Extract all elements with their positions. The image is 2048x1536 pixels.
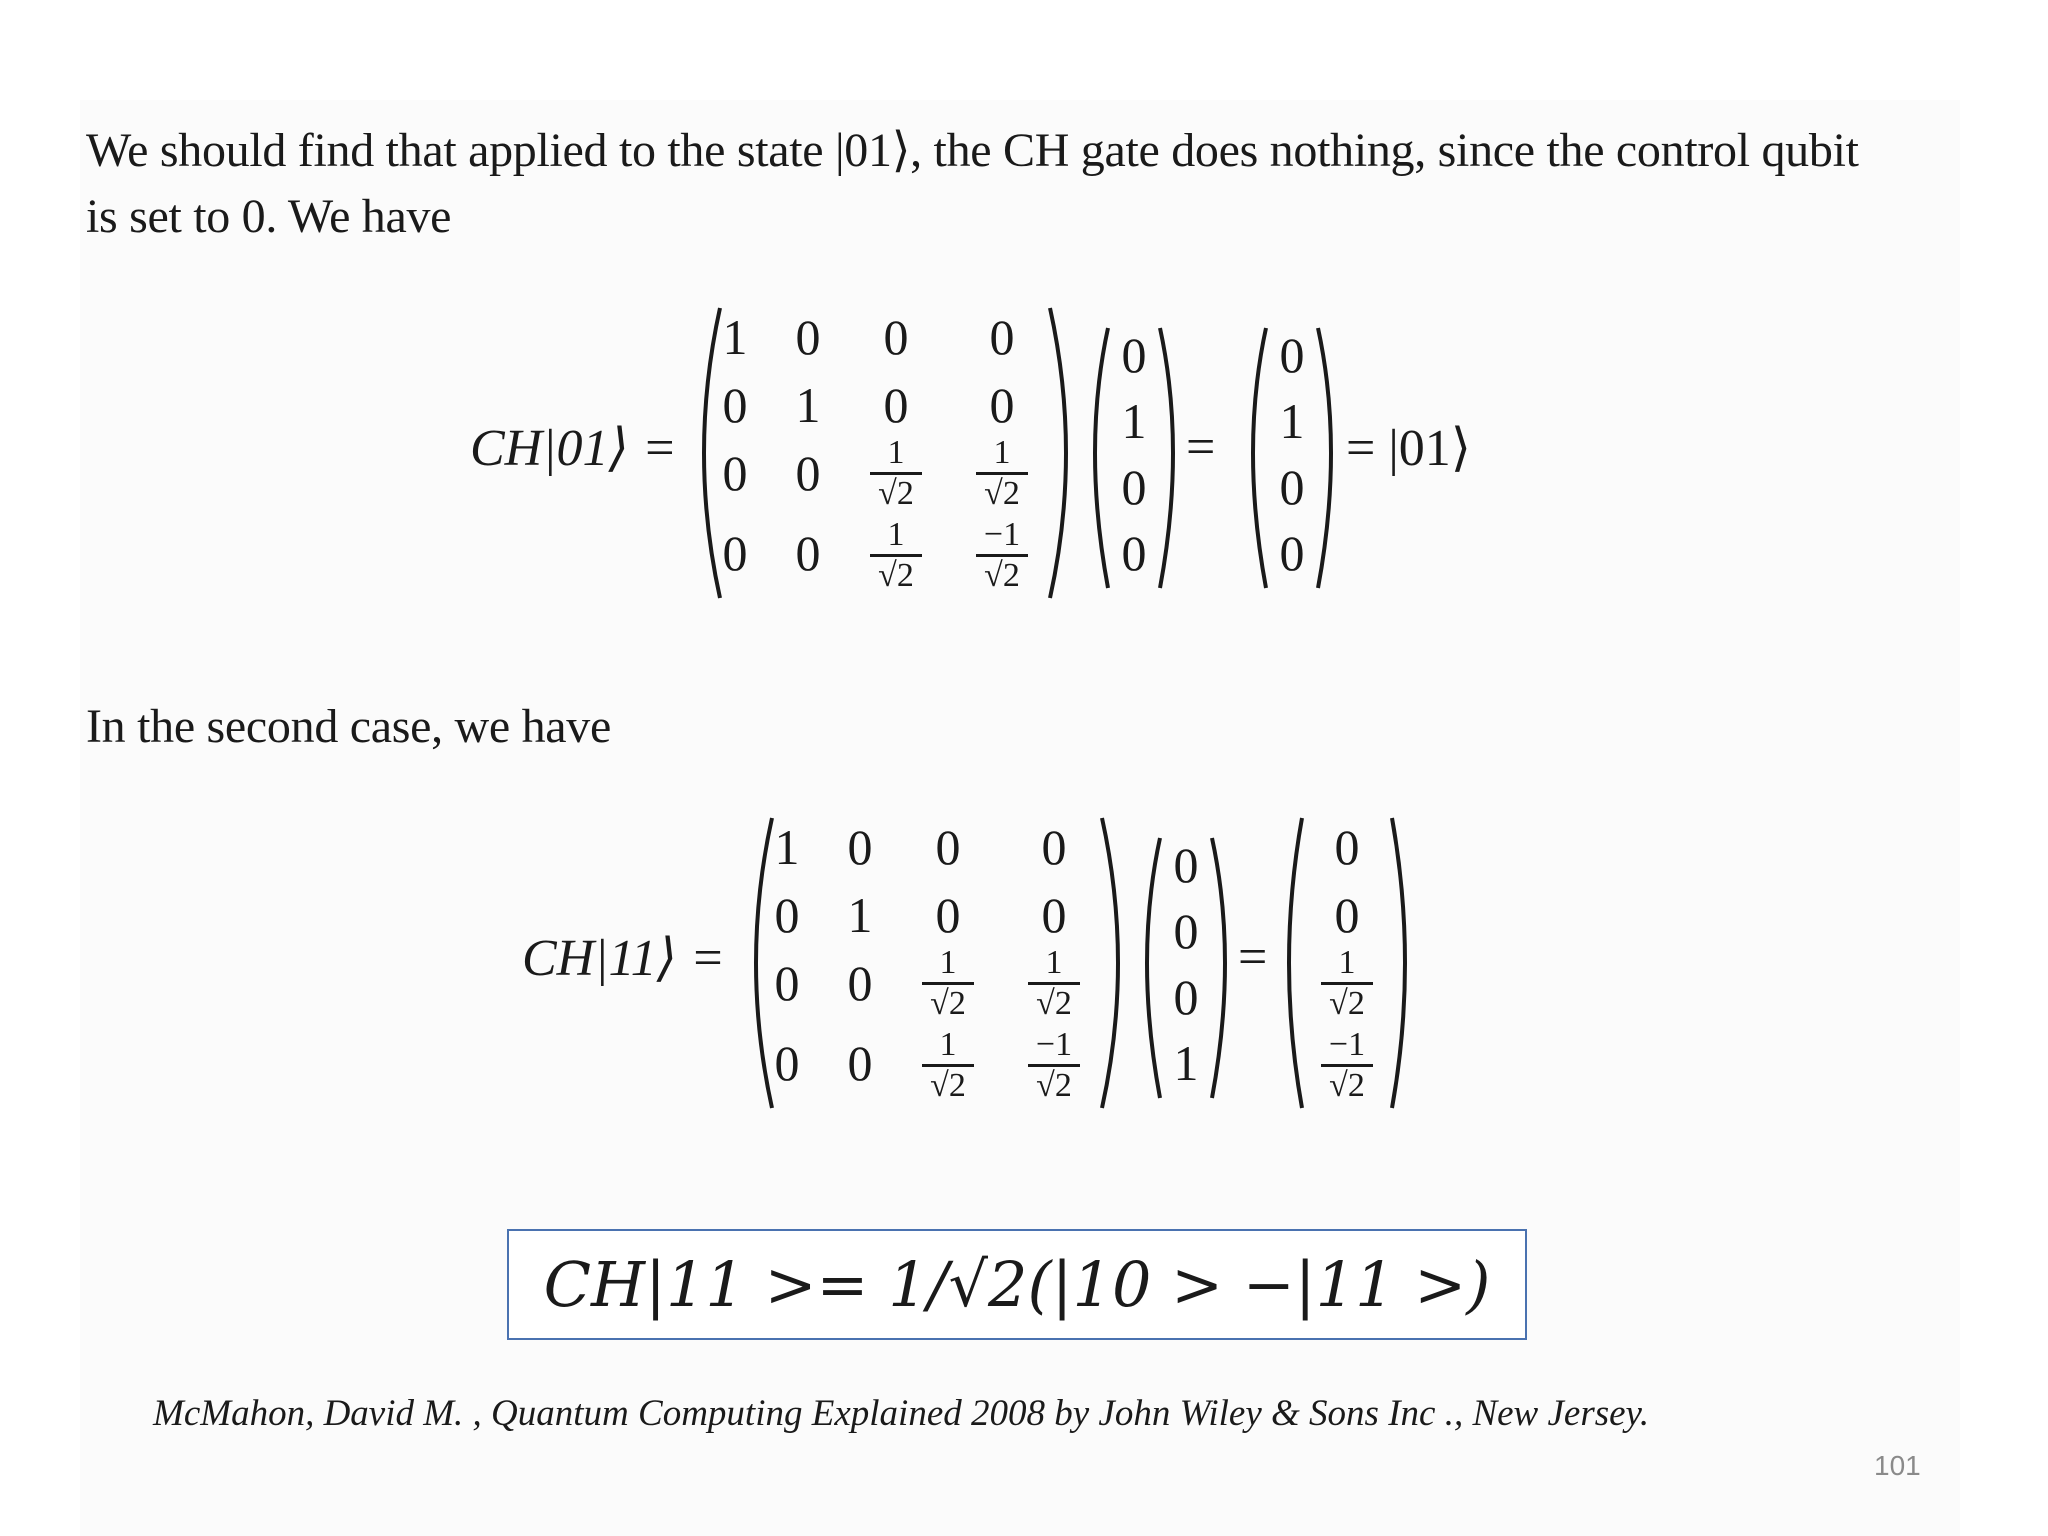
eq1-in-3: 0 xyxy=(1121,525,1147,581)
eq2-m-1-0: 0 xyxy=(774,887,800,943)
eq2-in-2: 0 xyxy=(1173,969,1199,1025)
eq1-m-0-0: 1 xyxy=(722,309,748,365)
citation: McMahon, David M. , Quantum Computing Explained 2008 by John Wiley & Sons Inc ., New Jersey. xyxy=(153,1393,1650,1434)
eq2-out-0: 0 xyxy=(1334,819,1360,875)
eq2-out-2: 1 √2 xyxy=(1317,946,1377,1021)
eq2-m-1-3: 0 xyxy=(1041,887,1067,943)
eq1-m-1-3: 0 xyxy=(989,377,1015,433)
page-number: 101 xyxy=(1874,1450,1921,1481)
intro-line-1: We should find that applied to the state |01⟩, the CH gate does nothing, since the control qubit xyxy=(86,124,1859,177)
eq1-m-2-0: 0 xyxy=(722,445,748,501)
eq2-m-2-1: 0 xyxy=(847,955,873,1011)
eq2-lhs: CH|11⟩ = xyxy=(522,930,726,987)
result-box xyxy=(507,1229,1527,1340)
eq2-m-1-1: 1 xyxy=(847,887,873,943)
intro-line-2: is set to 0. We have xyxy=(86,190,452,243)
eq1-out-3: 0 xyxy=(1279,525,1305,581)
eq2-m-3-1: 0 xyxy=(847,1035,873,1091)
eq1-out-0: 0 xyxy=(1279,327,1305,383)
eq1-in-1: 1 xyxy=(1121,393,1147,449)
eq1-m-3-2: 1 √2 xyxy=(866,518,926,593)
eq1-m-1-0: 0 xyxy=(722,377,748,433)
eq1-in-0: 0 xyxy=(1121,327,1147,383)
eq2-equals: = xyxy=(1238,929,1268,986)
eq1-m-2-3: 1 √2 xyxy=(972,436,1032,511)
eq1-m-0-2: 0 xyxy=(883,309,909,365)
result-equation: CH|11 >= 1/√2(|10 > −|11 >) xyxy=(543,1248,1491,1321)
eq1-m-3-3: −1 √2 xyxy=(972,518,1032,593)
eq1-m-2-1: 0 xyxy=(795,445,821,501)
eq1-m-3-1: 0 xyxy=(795,525,821,581)
eq2-in-3: 1 xyxy=(1173,1035,1199,1091)
eq2-m-0-3: 0 xyxy=(1041,819,1067,875)
eq2-m-0-1: 0 xyxy=(847,819,873,875)
eq2-m-3-0: 0 xyxy=(774,1035,800,1091)
eq2-m-0-0: 1 xyxy=(774,819,800,875)
second-case-paragraph: In the second case, we have xyxy=(86,700,611,753)
eq1-rhs: = |01⟩ xyxy=(1346,420,1472,477)
eq1-m-3-0: 0 xyxy=(722,525,748,581)
eq2-m-2-0: 0 xyxy=(774,955,800,1011)
eq1-m-2-2: 1 √2 xyxy=(866,436,926,511)
eq1-lhs: CH|01⟩ = xyxy=(470,420,677,477)
eq2-out-3: −1 √2 xyxy=(1317,1028,1377,1103)
eq1-m-0-1: 0 xyxy=(795,309,821,365)
eq2-m-0-2: 0 xyxy=(935,819,961,875)
eq2-in-1: 0 xyxy=(1173,903,1199,959)
eq1-out-1: 1 xyxy=(1279,393,1305,449)
eq2-in-0: 0 xyxy=(1173,837,1199,893)
eq2-m-2-3: 1 √2 xyxy=(1024,946,1084,1021)
eq2-m-3-3: −1 √2 xyxy=(1024,1028,1084,1103)
eq2-m-1-2: 0 xyxy=(935,887,961,943)
eq1-equals: = xyxy=(1186,419,1216,476)
eq2-m-3-2: 1 √2 xyxy=(918,1028,978,1103)
eq2-m-2-2: 1 √2 xyxy=(918,946,978,1021)
eq2-out-1: 0 xyxy=(1334,887,1360,943)
eq1-out-2: 0 xyxy=(1279,459,1305,515)
eq1-in-2: 0 xyxy=(1121,459,1147,515)
eq1-m-1-2: 0 xyxy=(883,377,909,433)
eq1-m-0-3: 0 xyxy=(989,309,1015,365)
eq1-m-1-1: 1 xyxy=(795,377,821,433)
equation-ch-01 xyxy=(470,298,1470,608)
equation-ch-11 xyxy=(522,808,1522,1118)
intro-paragraph xyxy=(86,118,1886,250)
